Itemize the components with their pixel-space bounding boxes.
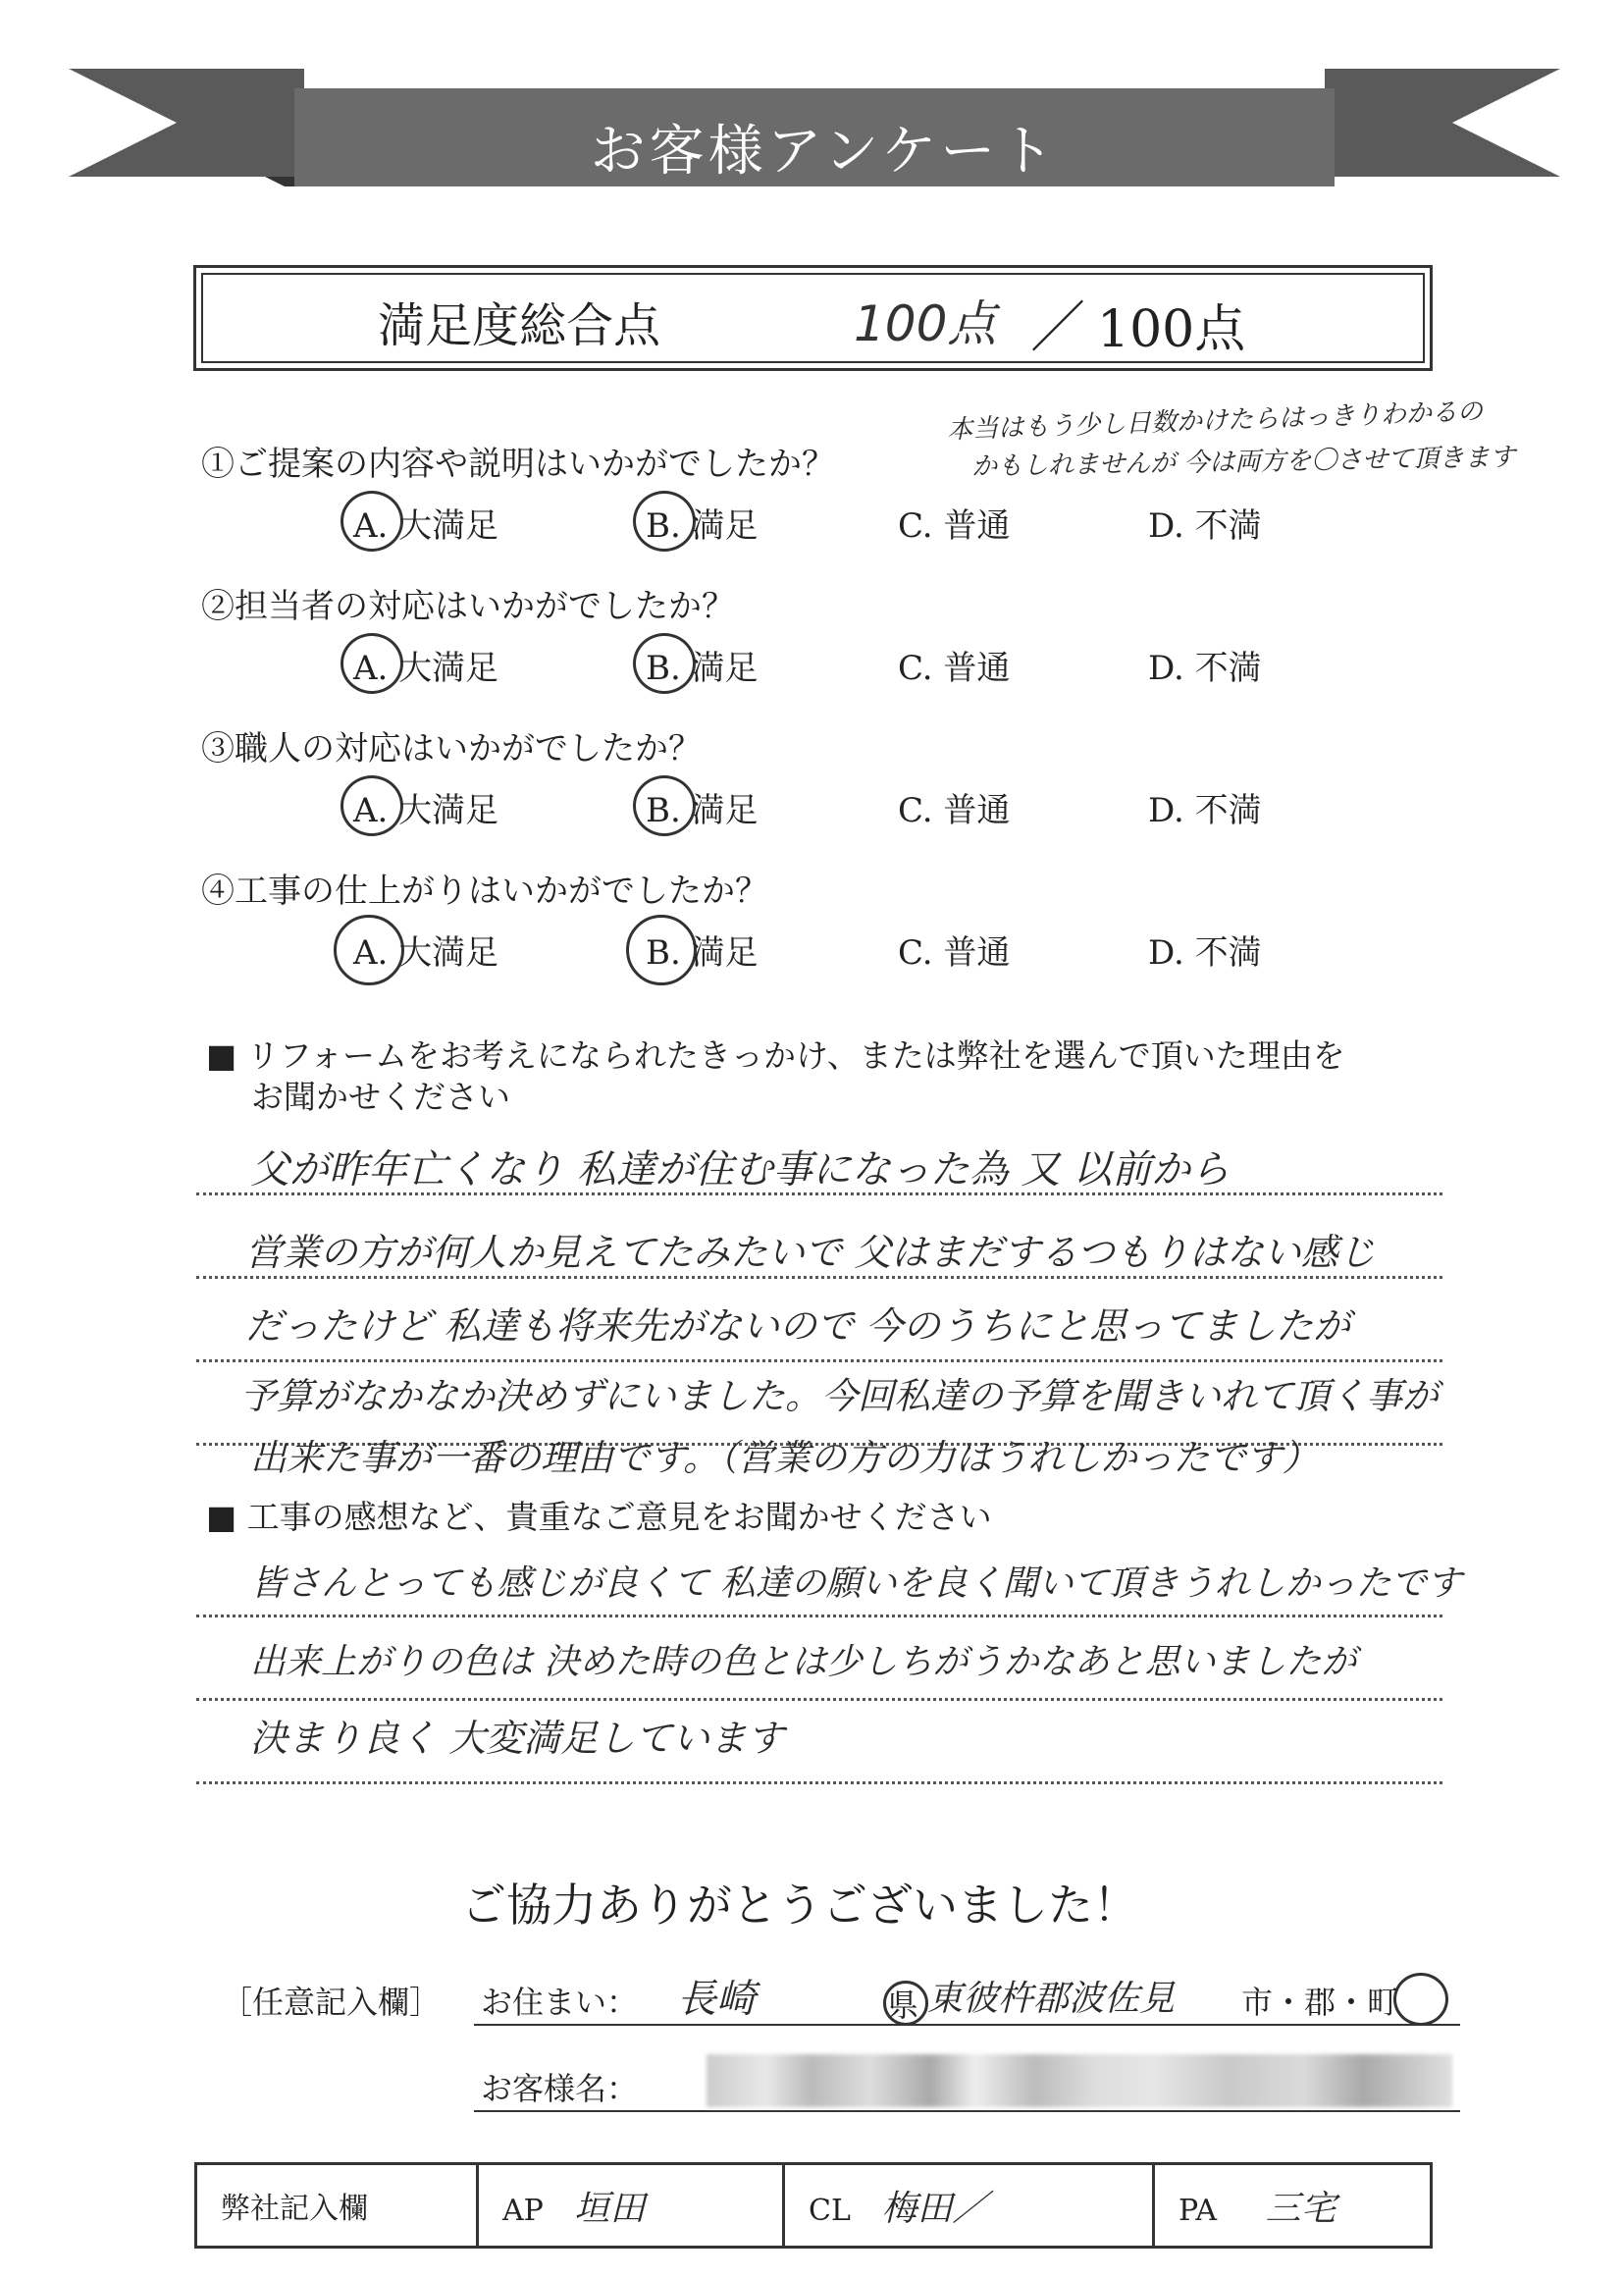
q3-option-a: A. 大満足 — [353, 791, 499, 830]
section1-heading-line2: お聞かせください — [251, 1078, 510, 1116]
question-2: ②担当者の対応はいかがでしたか？ — [201, 587, 735, 626]
office-cl-cell — [784, 2164, 1154, 2248]
q2-option-d: D. 不満 — [1148, 649, 1262, 688]
score-handwritten: 100点 — [854, 295, 997, 352]
section1-answer-line5: 出来た事が一番の理由です。（営業の方の力はうれしかったです） — [250, 1437, 1319, 1479]
q3-option-b: B. 満足 — [646, 791, 759, 830]
prefecture-handwritten: 長崎 — [677, 1977, 756, 2022]
section2-answer-line1: 皆さんとっても感じが良くて 私達の願いを良く聞いて頂きうれしかったです — [250, 1563, 1462, 1604]
ap-value: 垣田 — [574, 2188, 646, 2229]
cl-label: CL — [809, 2193, 851, 2228]
address-label: お住まい： — [481, 1984, 639, 2021]
prefecture-suffix: 県 — [887, 1987, 919, 2024]
q1-option-a: A. 大満足 — [353, 506, 499, 546]
pa-label: PA — [1179, 2193, 1218, 2228]
redacted-name — [707, 2054, 1452, 2107]
ap-label: AP — [502, 2193, 544, 2228]
office-ap-cell — [478, 2164, 784, 2248]
district-handwritten: 東彼杵郡波佐見 — [927, 1979, 1176, 2019]
q2-option-b: B. 満足 — [646, 649, 759, 688]
cl-value: 梅田／ — [881, 2188, 988, 2229]
office-pa-cell — [1154, 2164, 1432, 2248]
q4-option-d: D. 不満 — [1148, 933, 1262, 973]
section1-answer-line1: 父が昨年亡くなり 私達が住む事になった為 又 以前から — [250, 1147, 1231, 1192]
name-underline — [474, 2110, 1460, 2112]
question-4: ④工事の仕上がりはいかがでしたか？ — [201, 872, 768, 911]
q1-option-b: B. 満足 — [646, 506, 759, 546]
q1-option-c: C. 普通 — [898, 506, 1011, 546]
rule-line — [196, 1698, 1442, 1701]
q1-option-d: D. 不満 — [1148, 506, 1262, 546]
question-3: ③職人の対応はいかがでしたか？ — [201, 729, 702, 768]
q3-option-d: D. 不満 — [1148, 791, 1262, 830]
question-1: ①ご提案の内容や説明はいかがでしたか？ — [201, 445, 835, 484]
q3-option-c: C. 普通 — [898, 791, 1011, 830]
q2-option-a: A. 大満足 — [353, 649, 499, 688]
q1-note-line2: かもしれませんが 今は両方を〇させて頂きます — [970, 443, 1516, 482]
circle-town — [1393, 1973, 1448, 2026]
address-underline — [474, 2024, 1460, 2026]
office-label: 弊社記入欄 — [196, 2164, 478, 2248]
section1-answer-line2: 営業の方が何人か見えてたみたいで 父はまだするつもりはない感じ — [245, 1231, 1376, 1274]
rule-line — [196, 1781, 1442, 1784]
score-max-value: 100点 — [1097, 300, 1246, 359]
section2-answer-line3: 決まり良く 大変満足しています — [250, 1717, 785, 1760]
section2-heading: ■ 工事の感想など、貴重なご意見をお聞かせください — [206, 1498, 992, 1536]
office-use-table — [194, 2162, 1433, 2249]
q4-option-a: A. 大満足 — [353, 933, 499, 973]
section2-answer-line2: 出来上がりの色は 決めた時の色とは少しちがうかなあと思いましたが — [250, 1642, 1357, 1682]
score-label: 満足度総合点 — [378, 298, 661, 353]
rule-line — [196, 1276, 1442, 1279]
section1-answer-line4: 予算がなかなか決めずにいました。今回私達の予算を聞きいれて頂く事が — [240, 1375, 1439, 1417]
thanks-message: ご協力ありがとうございました！ — [461, 1879, 1138, 1932]
rule-line — [196, 1615, 1442, 1617]
page-title: お客様アンケート — [590, 120, 1059, 184]
city-options: 市・郡・町 — [1241, 1984, 1399, 2021]
rule-line — [196, 1359, 1442, 1362]
name-label: お客様名： — [481, 2070, 639, 2107]
q1-note-line1: 本当はもう少し日数かけたらはっきりわかるの — [946, 397, 1484, 446]
score-max: ／ 100点 — [1030, 296, 1246, 360]
optional-label: ［任意記入欄］ — [221, 1984, 442, 2021]
q4-option-c: C. 普通 — [898, 933, 1011, 973]
section1-heading-line1: ■ リフォームをお考えになられたきっかけ、または弊社を選んで頂いた理由を — [206, 1036, 1345, 1075]
pa-value: 三宅 — [1265, 2188, 1336, 2229]
q2-option-c: C. 普通 — [898, 649, 1011, 688]
q4-option-b: B. 満足 — [646, 933, 759, 973]
section1-answer-line3: だったけど 私達も将来先がないので 今のうちにと思ってましたが — [245, 1304, 1351, 1348]
